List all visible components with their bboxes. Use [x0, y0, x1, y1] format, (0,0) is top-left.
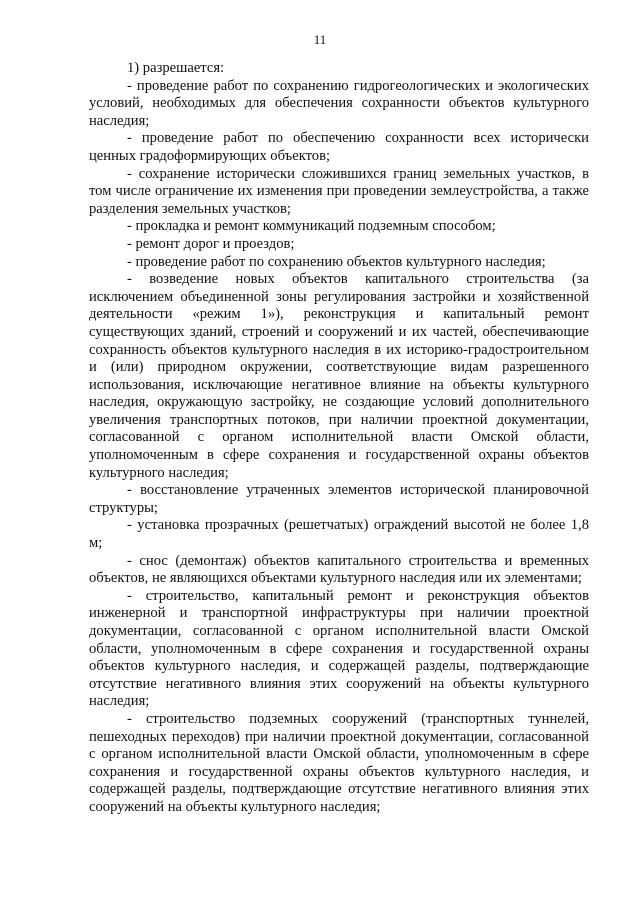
list-item: - проведение работ по сохранению гидрогеологических и экологических условий, необходимых для обеспечения сохранности объектов культурного наследия;	[89, 77, 589, 129]
list-intro: 1) разрешается:	[127, 60, 225, 76]
list-item: - возведение новых объектов капитального строительства (за исключением объединенной зоны регулирования застройки и хозяйственной деятельности «режим 1»), реконструкция и капитальный ремонт существующих зданий, строений и сооружений и их частей, обеспечивающие сохранность объектов культурного наследия в их историко-градостроительном и (или) природном окружении, соответствующие видам разрешенного использования, исключающие негативное влияние на объекты культурного наследия, окружающую застройку, не создающие условий дополнительного увеличения транспортных потоков, при наличии проектной документации, согласованной с органом исполнительной власти Омской области, уполномоченным в сфере сохранения и государственной охраны объектов культурного наследия;	[89, 271, 589, 481]
list-item: - установка прозрачных (решетчатых) ограждений высотой не более 1,8 м;	[89, 517, 589, 552]
document-body	[89, 60, 589, 817]
list-item: - строительство, капитальный ремонт и реконструкция объектов инженерной и транспортной инфраструктуры при наличии проектной документации, согласованной с органом исполнительной власти Омской области, уполномоченным в сфере сохранения и государственной охраны объектов культурного наследия, и содержащей разделы, подтверждающие отсутствие негативного влияния этих сооружений на объекты культурного наследия;	[89, 587, 589, 710]
list-item: - проведение работ по сохранению объектов культурного наследия;	[127, 253, 546, 270]
list-item: - восстановление утраченных элементов исторической планировочной структуры;	[89, 482, 589, 516]
list-item: - ремонт дорог и проездов;	[127, 235, 295, 252]
list-item: - снос (демонтаж) объектов капитального строительства и временных объектов, не являющихся объектами культурного наследия или их элементами;	[89, 552, 589, 587]
list-item: - проведение работ по обеспечению сохранности всех исторически ценных градоформирующих объектов;	[89, 130, 589, 164]
list-item: - сохранение исторически сложившихся границ земельных участков, в том числе ограничение их изменения при проведении землеустройства, а также разделения земельных участков;	[89, 165, 589, 217]
list-item: - строительство подземных сооружений (транспортных туннелей, пешеходных переходов) при наличии проектной документации, согласованной с органом исполнительной власти Омской области, уполномоченным в сфере сохранения и государственной охраны объектов культурного наследия, и содержащей разделы, подтверждающие отсутствие негативного влияния этих сооружений на объекты культурного наследия;	[89, 710, 589, 815]
page-number: 11	[313, 32, 327, 47]
list-item: - прокладка и ремонт коммуникаций подземным способом;	[127, 218, 496, 235]
